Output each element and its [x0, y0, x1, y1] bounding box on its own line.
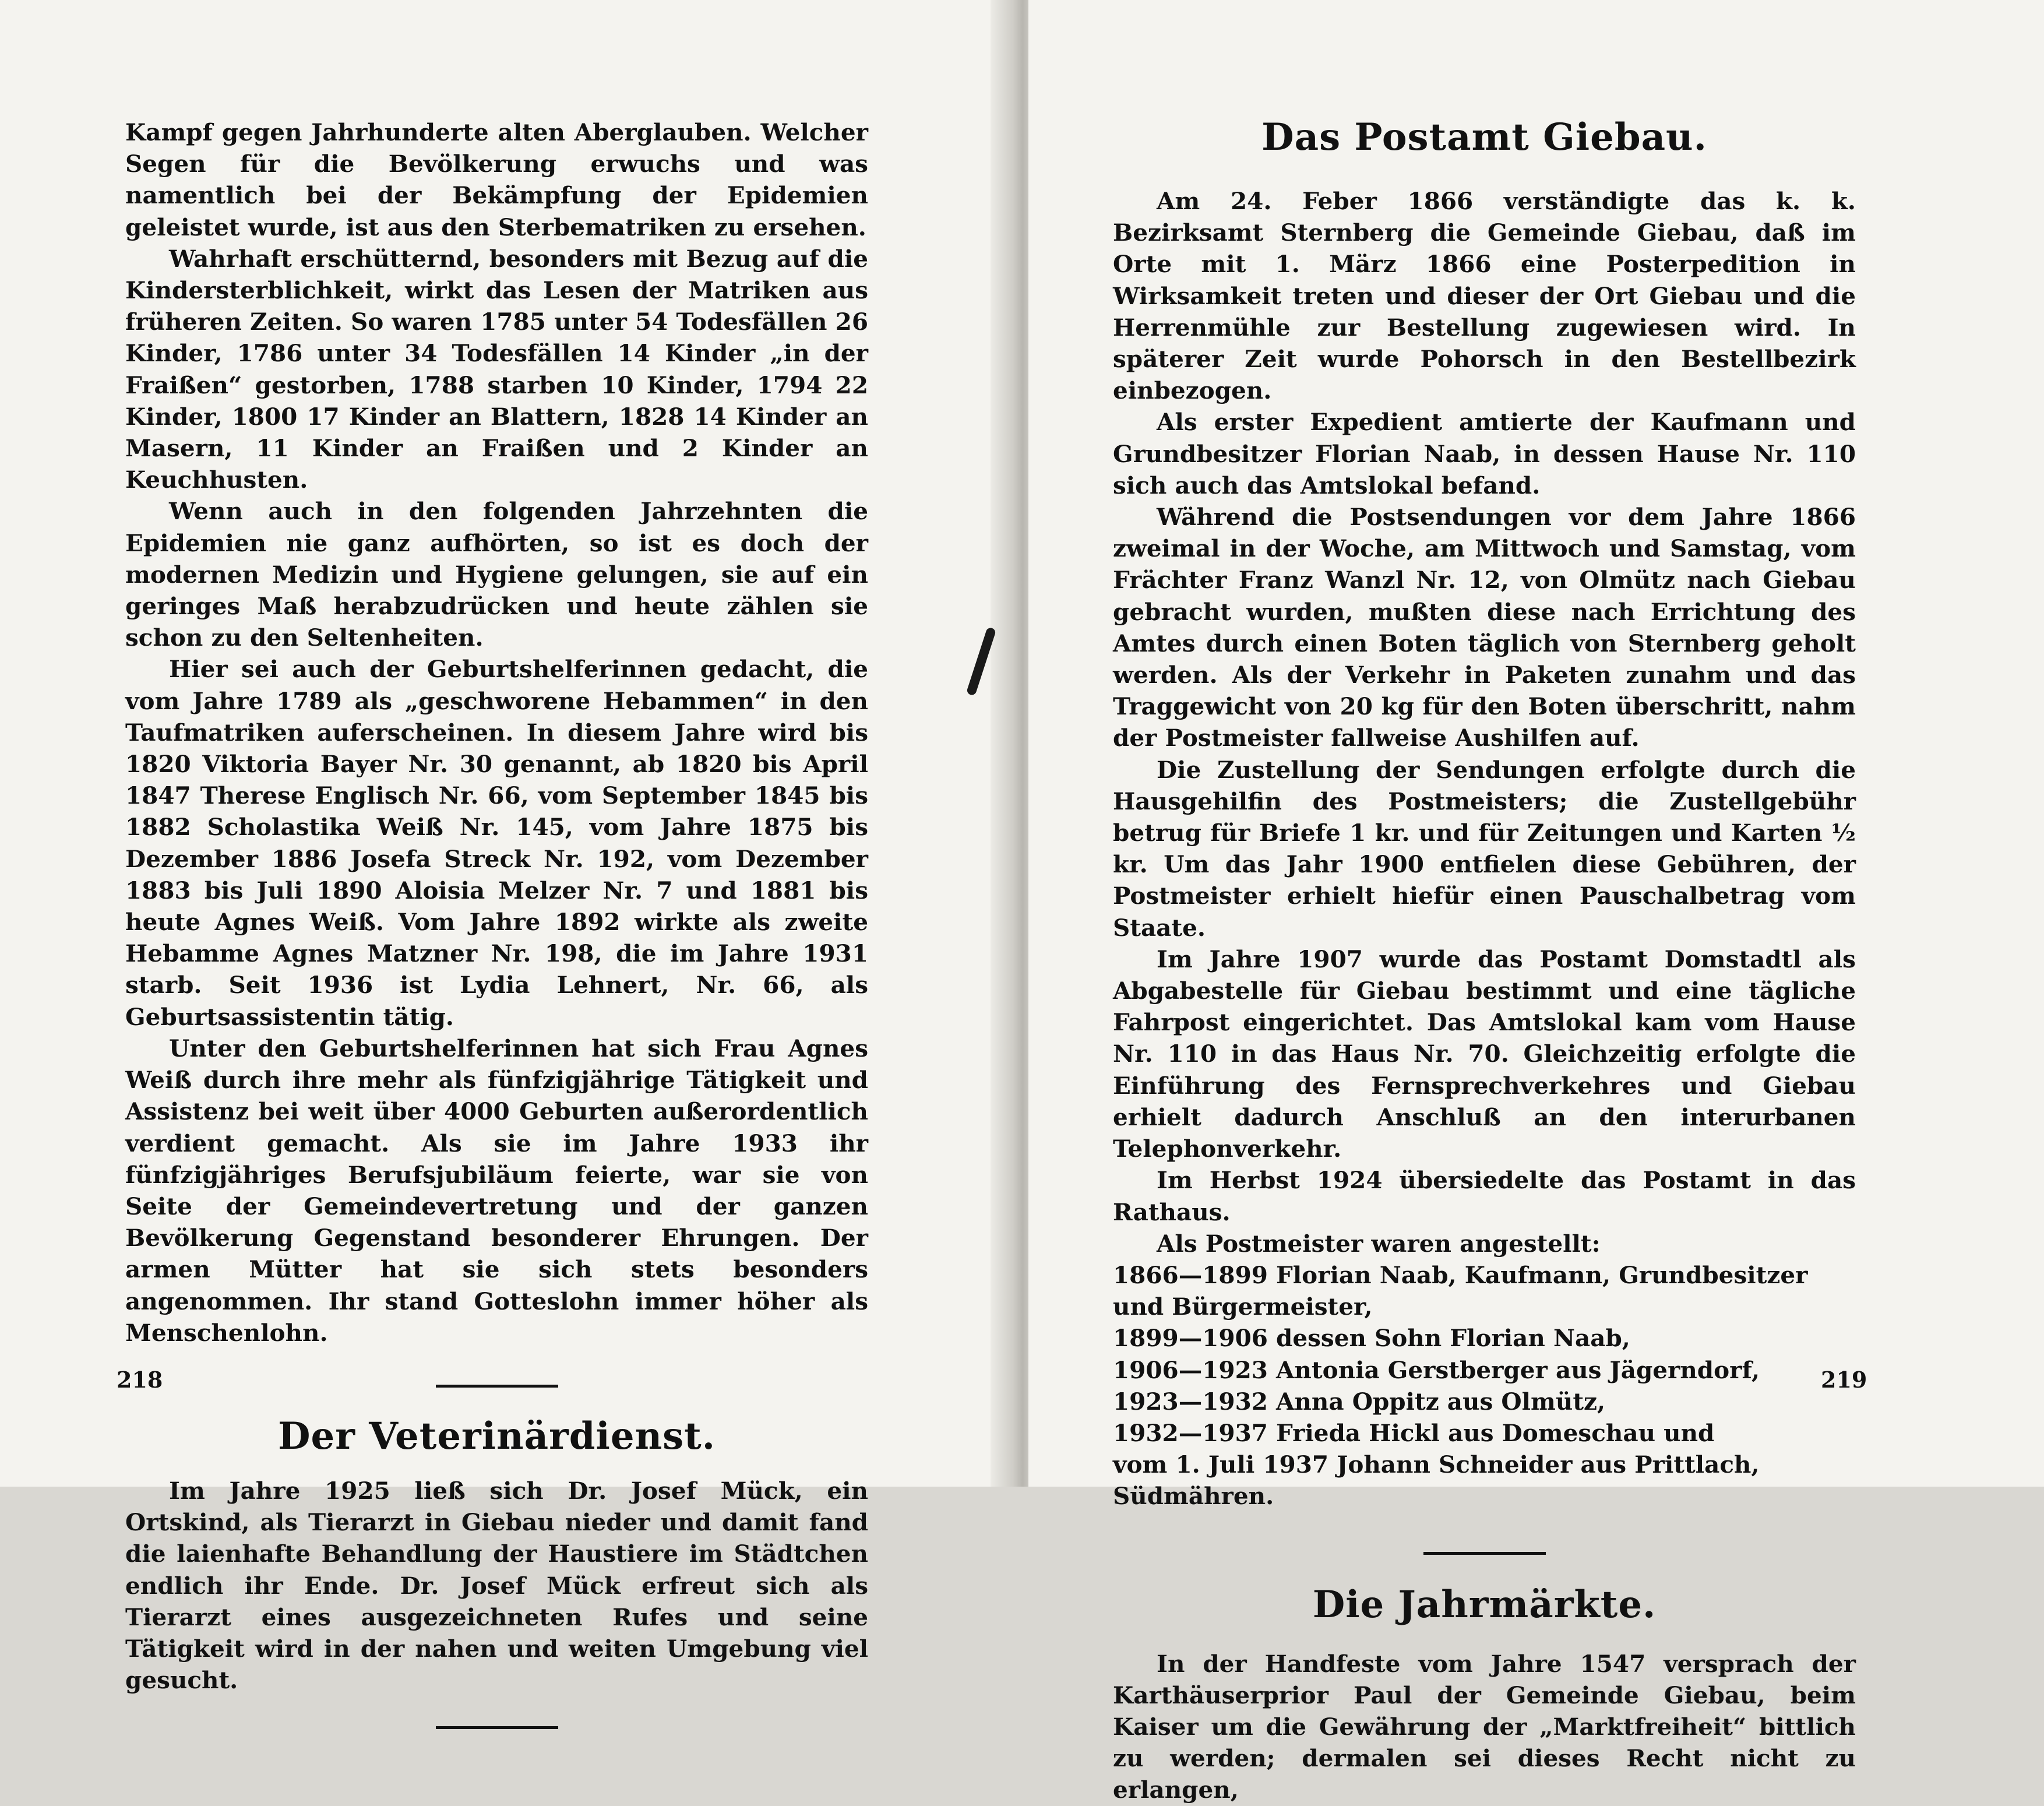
veterinaerdienst-paragraph: Im Jahre 1925 ließ sich Dr. Josef Mück, ein Ortskind, als Tierarzt in Giebau nieder und damit fand die laienhafte Behandlung der Haustiere im Städtchen endlich ihr Ende. Dr. Josef Mück erfreut sich als Tierarzt eines ausgezeichneten Rufes und seine Tätigkeit wird in der nahen und weiten Umgebung viel gesucht.	[125, 1476, 868, 1695]
right-paragraph-4: Die Zustellung der Sendungen erfolgte durch die Hausgehilfin des Postmeisters; die Zustellgebühr betrug für Briefe 1 kr. und für Zeitungen und Karten ½ kr. Um das Jahr 1900 entfielen diese Gebühren, der Postmeister erhielt hiefür einen Pauschalbetrag vom Staate.	[1113, 755, 1856, 942]
list-item: 1906—1923 Antonia Gerstberger aus Jägerndorf,	[1113, 1356, 1760, 1384]
right-paragraph-3: Während die Postsendungen vor dem Jahre 1866 zweimal in der Woche, am Mittwoch und Samstag, vom Frächter Franz Wanzl Nr. 12, von Olmütz nach Giebau gebracht wurden, mußten diese nach Errichtung des Amtes durch einen Boten täglich von Sternberg geholt werden. Als der Verkehr in Paketen zunahm und das Traggewicht von 20 kg für den Boten überschritt, nahm der Postmeister fallweise Aushilfen auf.	[1113, 503, 1856, 752]
section-heading-jahrmaerkte: Die Jahrmärkte.	[1312, 1582, 1657, 1627]
right-paragraph-5: Im Jahre 1907 wurde das Postamt Domstadtl als Abgabestelle für Giebau bestimmt und eine tägliche Fahrpost eingerichtet. Das Amtslokal kam vom Hause Nr. 110 in das Haus Nr. 70. Gleichzeitig erfolgte die Einführung des Fernsprechverkehres und Giebau erhielt dadurch Anschluß an den interurbanen Telephonverkehr.	[1113, 945, 1856, 1163]
section-heading-veterinaerdienst: Der Veterinärdienst.	[278, 1414, 716, 1458]
right-paragraph-1: Am 24. Feber 1866 verständigte das k. k. Bezirksamt Sternberg die Gemeinde Giebau, daß im Orte mit 1. März 1866 eine Posterpedition in Wirksamkeit treten und dieser der Ort Giebau und die Herrenmühle zur Bestellung zugewiesen wird. In späterer Zeit wurde Pohorsch in den Bestellbezirk einbezogen.	[1113, 187, 1856, 405]
list-item: 1866—1899 Florian Naab, Kaufmann, Grundbesitzer und Bürgermeister,	[1113, 1261, 1808, 1321]
right-paragraph-7: Als Postmeister waren angestellt:	[1157, 1229, 1601, 1258]
left-paragraph-3: Wenn auch in den folgenden Jahrzehnten die Epidemien nie ganz aufhörten, so ist es doch der modernen Medizin und Hygiene gelungen, sie auf ein geringes Maß herabzudrücken und heute zählen sie schon zu den Seltenheiten.	[125, 497, 868, 652]
postmaster-list	[1113, 1259, 1856, 1512]
left-paragraph-2: Wahrhaft erschütternd, besonders mit Bezug auf die Kindersterblichkeit, wirkt das Lesen der Matriken aus früheren Zeiten. So waren 1785 unter 54 Todesfällen 26 Kinder, 1786 unter 34 Todesfällen 14 Kinder „in der Fraißen“ gestorben, 1788 starben 10 Kinder, 1794 22 Kinder, 1800 17 Kinder an Blattern, 1828 14 Kinder an Masern, 11 Kinder an Fraißen und 2 Kinder an Keuchhusten.	[125, 244, 868, 494]
list-item: 1899—1906 dessen Sohn Florian Naab,	[1113, 1324, 1630, 1353]
right-paragraph-2: Als erster Expedient amtierte der Kaufmann und Grundbesitzer Florian Naab, in dessen Hause Nr. 110 sich auch das Amtslokal befand.	[1113, 408, 1856, 499]
list-item: 1923—1932 Anna Oppitz aus Olmütz,	[1113, 1387, 1606, 1416]
section-heading-postamt: Das Postamt Giebau.	[1261, 115, 1707, 159]
page-number-right: 219	[1821, 1367, 1867, 1393]
page-number-left: 218	[117, 1367, 163, 1393]
list-item: 1932—1937 Frieda Hickl aus Domeschau und	[1113, 1418, 1715, 1447]
left-paragraph-4: Hier sei auch der Geburtshelferinnen gedacht, die vom Jahre 1789 als „geschworene Hebammen“ in den Taufmatriken auferscheinen. In diesem Jahre wird bis 1820 Viktoria Bayer Nr. 30 genannt, ab 1820 bis April 1847 Therese Englisch Nr. 66, vom September 1845 bis 1882 Scholastika Weiß Nr. 145, vom Jahre 1875 bis Dezember 1886 Josefa Streck Nr. 192, vom Dezember 1883 bis Juli 1890 Aloisia Melzer Nr. 7 und 1881 bis heute Agnes Weiß. Vom Jahre 1892 wirkte als zweite Hebamme Agnes Matzner Nr. 198, die im Jahre 1931 starb. Seit 1936 ist Lydia Lehnert, Nr. 66, als Geburtsassistentin tätig.	[125, 655, 868, 1031]
left-paragraph-5: Unter den Geburtshelferinnen hat sich Frau Agnes Weiß durch ihre mehr als fünfzigjährige Tätigkeit und Assistenz bei weit über 4000 Geburten außerordentlich verdient gemacht. Als sie im Jahre 1933 ihr fünfzigjähriges Berufsjubiläum feierte, war sie von Seite der Gemeindevertretung und der ganzen Bevölkerung Gegenstand besonderer Ehrungen. Der armen Mütter hat sie sich stets besonders angenommen. Ihr stand Gotteslohn immer höher als Menschenlohn.	[125, 1034, 868, 1347]
list-item: vom 1. Juli 1937 Johann Schneider aus Prittlach, Südmähren.	[1113, 1451, 1760, 1511]
left-column	[125, 117, 868, 1729]
left-paragraph-1: Kampf gegen Jahrhunderte alten Aberglauben. Welcher Segen für die Bevölkerung erwuchs und was namentlich bei der Bekämpfung der Epidemien geleistet wurde, ist aus den Sterbematriken zu ersehen.	[125, 118, 868, 241]
section-divider	[436, 1726, 558, 1729]
jahrmaerkte-paragraph: In der Handfeste vom Jahre 1547 versprach der Karthäuserprior Paul der Gemeinde Giebau, beim Kaiser um die Gewährung der „Marktfreiheit“ bittlich zu werden; dermalen sei dieses Recht nicht zu erlangen,	[1113, 1649, 1856, 1804]
left-page	[0, 0, 1017, 1695]
right-paragraph-6: Im Herbst 1924 übersiedelte das Postamt in das Rathaus.	[1113, 1166, 1856, 1226]
right-column	[1113, 117, 1856, 1806]
